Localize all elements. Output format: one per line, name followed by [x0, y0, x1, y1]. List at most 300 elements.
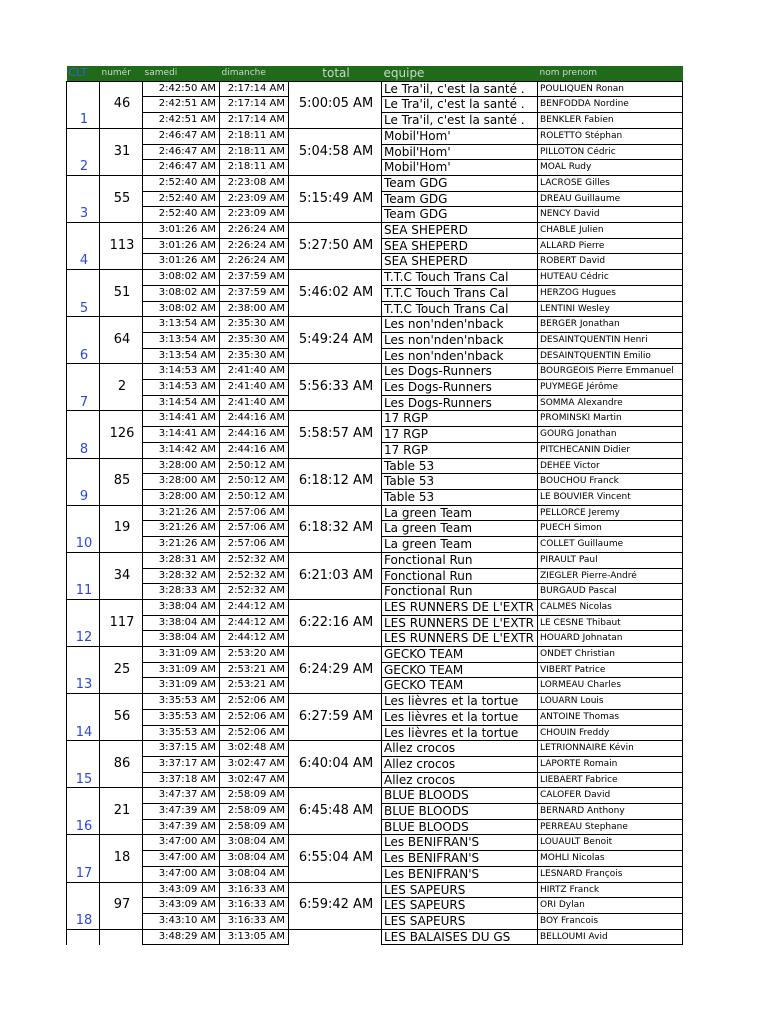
- runner-name-cell: BOURGEOIS Pierre Emmanuel: [538, 364, 683, 380]
- team-name-cell: Fonctional Run: [382, 568, 538, 584]
- total-time-cell: 5:27:50 AM: [289, 223, 382, 270]
- team-name-cell: T.T.C Touch Trans Cal: [382, 285, 538, 301]
- dimanche-time-cell: 2:44:16 AM: [220, 442, 289, 458]
- dimanche-time-cell: 3:16:33 AM: [220, 898, 289, 914]
- samedi-time-cell: 3:21:26 AM: [143, 505, 220, 521]
- team-name-cell: Table 53: [382, 489, 538, 505]
- runner-name-cell: LE CESNE Thibaut: [538, 615, 683, 631]
- team-name-cell: Les BENIFRAN'S: [382, 866, 538, 882]
- runner-name-cell: BENKLER Fabien: [538, 113, 683, 129]
- dimanche-time-cell: 2:52:32 AM: [220, 552, 289, 568]
- runner-name-cell: LETRIONNAIRE Kévin: [538, 741, 683, 757]
- runner-name-cell: LORMEAU Charles: [538, 678, 683, 694]
- table-row: [67, 599, 683, 615]
- runner-name-cell: COLLET Guillaume: [538, 537, 683, 553]
- rank-cell: 14: [67, 694, 100, 741]
- runner-name-cell: SOMMA Alexandre: [538, 395, 683, 411]
- team-name-cell: Mobil'Hom': [382, 144, 538, 160]
- runner-name-cell: CHOUIN Freddy: [538, 725, 683, 741]
- runner-name-cell: DREAU Guillaume: [538, 191, 683, 207]
- table-row: [67, 552, 683, 568]
- bib-number-cell: 31: [100, 128, 143, 175]
- dimanche-time-cell: 2:50:12 AM: [220, 458, 289, 474]
- runner-name-cell: LE BOUVIER Vincent: [538, 489, 683, 505]
- team-name-cell: GECKO TEAM: [382, 662, 538, 678]
- bib-number-cell: 25: [100, 647, 143, 694]
- table-row: [67, 270, 683, 286]
- team-name-cell: 17 RGP: [382, 442, 538, 458]
- runner-name-cell: ROLETTO Stéphan: [538, 128, 683, 144]
- dimanche-time-cell: 2:37:59 AM: [220, 285, 289, 301]
- dimanche-time-cell: 2:50:12 AM: [220, 474, 289, 490]
- samedi-time-cell: 2:46:47 AM: [143, 160, 220, 176]
- total-time-cell: 6:55:04 AM: [289, 835, 382, 882]
- team-name-cell: Le Tra'il, c'est la santé .: [382, 97, 538, 113]
- samedi-time-cell: 3:35:53 AM: [143, 725, 220, 741]
- runner-name-cell: LOUARN Louis: [538, 694, 683, 710]
- team-name-cell: BLUE BLOODS: [382, 788, 538, 804]
- total-time-cell: 5:56:33 AM: [289, 364, 382, 411]
- team-name-cell: SEA SHEPERD: [382, 238, 538, 254]
- dimanche-time-cell: 2:23:09 AM: [220, 191, 289, 207]
- samedi-time-cell: 3:13:54 AM: [143, 317, 220, 333]
- samedi-time-cell: 3:01:26 AM: [143, 238, 220, 254]
- runner-name-cell: PELLORCE Jeremy: [538, 505, 683, 521]
- bib-number-cell: 19: [100, 505, 143, 552]
- runner-name-cell: DESAINTQUENTIN Henri: [538, 332, 683, 348]
- runner-name-cell: LENTINI Wesley: [538, 301, 683, 317]
- total-time-cell: [289, 929, 382, 945]
- samedi-time-cell: 3:28:32 AM: [143, 568, 220, 584]
- team-name-cell: LES SAPEURS: [382, 882, 538, 898]
- runner-name-cell: HUTEAU Cédric: [538, 270, 683, 286]
- samedi-time-cell: 2:46:47 AM: [143, 128, 220, 144]
- dimanche-time-cell: 2:23:08 AM: [220, 175, 289, 191]
- team-name-cell: Fonctional Run: [382, 552, 538, 568]
- table-row: [67, 505, 683, 521]
- dimanche-time-cell: 2:52:06 AM: [220, 709, 289, 725]
- team-name-cell: BLUE BLOODS: [382, 804, 538, 820]
- runner-name-cell: PERREAU Stephane: [538, 819, 683, 835]
- dimanche-time-cell: 2:50:12 AM: [220, 489, 289, 505]
- header-samedi: samedi: [143, 66, 220, 81]
- runner-name-cell: CALOFER David: [538, 788, 683, 804]
- table-row: [67, 929, 683, 945]
- runner-name-cell: BOY Francois: [538, 913, 683, 929]
- dimanche-time-cell: 2:18:11 AM: [220, 160, 289, 176]
- team-name-cell: LES RUNNERS DE L'EXTR: [382, 599, 538, 615]
- samedi-time-cell: 2:42:50 AM: [143, 81, 220, 97]
- bib-number-cell: [100, 929, 143, 945]
- runner-name-cell: NENCY David: [538, 207, 683, 223]
- bib-number-cell: 46: [100, 81, 143, 128]
- bib-number-cell: 18: [100, 835, 143, 882]
- samedi-time-cell: 3:37:17 AM: [143, 756, 220, 772]
- samedi-time-cell: 3:08:02 AM: [143, 270, 220, 286]
- dimanche-time-cell: 2:17:14 AM: [220, 97, 289, 113]
- total-time-cell: 6:45:48 AM: [289, 788, 382, 835]
- samedi-time-cell: 3:37:18 AM: [143, 772, 220, 788]
- runner-name-cell: PUECH Simon: [538, 521, 683, 537]
- team-name-cell: LES RUNNERS DE L'EXTR: [382, 631, 538, 647]
- team-name-cell: Les BENIFRAN'S: [382, 851, 538, 867]
- runner-name-cell: MOAL Rudy: [538, 160, 683, 176]
- runner-name-cell: HERZOG Hugues: [538, 285, 683, 301]
- samedi-time-cell: 3:28:00 AM: [143, 474, 220, 490]
- team-name-cell: Table 53: [382, 474, 538, 490]
- samedi-time-cell: 3:13:54 AM: [143, 332, 220, 348]
- dimanche-time-cell: 2:17:14 AM: [220, 113, 289, 129]
- team-name-cell: T.T.C Touch Trans Cal: [382, 270, 538, 286]
- rank-cell: [67, 929, 100, 945]
- dimanche-time-cell: 2:53:21 AM: [220, 678, 289, 694]
- runner-name-cell: ONDET Christian: [538, 647, 683, 663]
- header-dimanche: dimanche: [220, 66, 289, 81]
- rank-cell: 4: [67, 223, 100, 270]
- runner-name-cell: ALLARD Pierre: [538, 238, 683, 254]
- rank-cell: 10: [67, 505, 100, 552]
- samedi-time-cell: 3:47:00 AM: [143, 851, 220, 867]
- team-name-cell: Le Tra'il, c'est la santé .: [382, 113, 538, 129]
- runner-name-cell: LACROSE Gilles: [538, 175, 683, 191]
- runner-name-cell: ORI Dylan: [538, 898, 683, 914]
- total-time-cell: 6:59:42 AM: [289, 882, 382, 929]
- rank-cell: 12: [67, 599, 100, 646]
- team-name-cell: Allez crocos: [382, 772, 538, 788]
- bib-number-cell: 51: [100, 270, 143, 317]
- team-name-cell: Les Dogs-Runners: [382, 395, 538, 411]
- dimanche-time-cell: 2:57:06 AM: [220, 537, 289, 553]
- dimanche-time-cell: 3:16:33 AM: [220, 882, 289, 898]
- runner-name-cell: HOUARD Johnatan: [538, 631, 683, 647]
- runner-name-cell: HIRTZ Franck: [538, 882, 683, 898]
- rank-cell: 13: [67, 647, 100, 694]
- team-name-cell: Les Dogs-Runners: [382, 364, 538, 380]
- runner-name-cell: GOURG Jonathan: [538, 427, 683, 443]
- samedi-time-cell: 3:47:39 AM: [143, 819, 220, 835]
- dimanche-time-cell: 2:58:09 AM: [220, 788, 289, 804]
- rank-cell: 15: [67, 741, 100, 788]
- bib-number-cell: 85: [100, 458, 143, 505]
- bib-number-cell: 55: [100, 175, 143, 222]
- runner-name-cell: DESAINTQUENTIN Emilio: [538, 348, 683, 364]
- rank-cell: 8: [67, 411, 100, 458]
- samedi-time-cell: 3:14:53 AM: [143, 364, 220, 380]
- dimanche-time-cell: 3:16:33 AM: [220, 913, 289, 929]
- bib-number-cell: 21: [100, 788, 143, 835]
- samedi-time-cell: 3:48:29 AM: [143, 929, 220, 945]
- table-row: [67, 835, 683, 851]
- rank-cell: 1: [67, 81, 100, 128]
- dimanche-time-cell: 2:53:20 AM: [220, 647, 289, 663]
- runner-name-cell: BOUCHOU Franck: [538, 474, 683, 490]
- total-time-cell: 5:46:02 AM: [289, 270, 382, 317]
- samedi-time-cell: 3:35:53 AM: [143, 694, 220, 710]
- runner-name-cell: PILLOTON Cédric: [538, 144, 683, 160]
- samedi-time-cell: 3:14:54 AM: [143, 395, 220, 411]
- dimanche-time-cell: 3:13:05 AM: [220, 929, 289, 945]
- dimanche-time-cell: 3:02:47 AM: [220, 772, 289, 788]
- table-row: [67, 411, 683, 427]
- rank-cell: 3: [67, 175, 100, 222]
- table-row: [67, 81, 683, 97]
- runner-name-cell: DEHEE Victor: [538, 458, 683, 474]
- bib-number-cell: 86: [100, 741, 143, 788]
- team-name-cell: LES SAPEURS: [382, 913, 538, 929]
- bib-number-cell: 117: [100, 599, 143, 646]
- runner-name-cell: VIBERT Patrice: [538, 662, 683, 678]
- runner-name-cell: BERGER Jonathan: [538, 317, 683, 333]
- samedi-time-cell: 3:35:53 AM: [143, 709, 220, 725]
- table-row: [67, 694, 683, 710]
- samedi-time-cell: 3:13:54 AM: [143, 348, 220, 364]
- runner-name-cell: LAPORTE Romain: [538, 756, 683, 772]
- dimanche-time-cell: 2:44:12 AM: [220, 599, 289, 615]
- results-body: [67, 66, 683, 945]
- table-row: [67, 741, 683, 757]
- dimanche-time-cell: 2:52:06 AM: [220, 694, 289, 710]
- header-clt: CLT: [67, 66, 100, 81]
- total-time-cell: 5:00:05 AM: [289, 81, 382, 128]
- dimanche-time-cell: 2:52:06 AM: [220, 725, 289, 741]
- dimanche-time-cell: 2:18:11 AM: [220, 128, 289, 144]
- samedi-time-cell: 3:37:15 AM: [143, 741, 220, 757]
- total-time-cell: 6:18:32 AM: [289, 505, 382, 552]
- runner-name-cell: PROMINSKI Martin: [538, 411, 683, 427]
- samedi-time-cell: 3:01:26 AM: [143, 223, 220, 239]
- team-name-cell: Mobil'Hom': [382, 160, 538, 176]
- table-row: [67, 317, 683, 333]
- samedi-time-cell: 3:31:09 AM: [143, 647, 220, 663]
- samedi-time-cell: 3:38:04 AM: [143, 631, 220, 647]
- samedi-time-cell: 3:28:00 AM: [143, 489, 220, 505]
- team-name-cell: SEA SHEPERD: [382, 254, 538, 270]
- dimanche-time-cell: 2:35:30 AM: [220, 348, 289, 364]
- samedi-time-cell: 3:28:33 AM: [143, 584, 220, 600]
- table-row: [67, 364, 683, 380]
- runner-name-cell: BELLOUMI Avid: [538, 929, 683, 945]
- samedi-time-cell: 3:38:04 AM: [143, 615, 220, 631]
- team-name-cell: Les non'nden'nback: [382, 348, 538, 364]
- team-name-cell: LES RUNNERS DE L'EXTR: [382, 615, 538, 631]
- dimanche-time-cell: 2:58:09 AM: [220, 819, 289, 835]
- runner-name-cell: LOUAULT Benoit: [538, 835, 683, 851]
- rank-cell: 11: [67, 552, 100, 599]
- rank-cell: 6: [67, 317, 100, 364]
- total-time-cell: 6:22:16 AM: [289, 599, 382, 646]
- header-nom-prenom: nom prenom: [538, 66, 683, 81]
- samedi-time-cell: 3:47:00 AM: [143, 835, 220, 851]
- samedi-time-cell: 2:46:47 AM: [143, 144, 220, 160]
- team-name-cell: Allez crocos: [382, 756, 538, 772]
- samedi-time-cell: 3:31:09 AM: [143, 678, 220, 694]
- dimanche-time-cell: 2:26:24 AM: [220, 238, 289, 254]
- team-name-cell: La green Team: [382, 505, 538, 521]
- total-time-cell: 5:04:58 AM: [289, 128, 382, 175]
- total-time-cell: 6:27:59 AM: [289, 694, 382, 741]
- runner-name-cell: ROBERT David: [538, 254, 683, 270]
- dimanche-time-cell: 3:02:48 AM: [220, 741, 289, 757]
- team-name-cell: Fonctional Run: [382, 584, 538, 600]
- runner-name-cell: BURGAUD Pascal: [538, 584, 683, 600]
- samedi-time-cell: 2:52:40 AM: [143, 191, 220, 207]
- runner-name-cell: CALMES Nicolas: [538, 599, 683, 615]
- runner-name-cell: ZIEGLER Pierre-André: [538, 568, 683, 584]
- samedi-time-cell: 3:21:26 AM: [143, 537, 220, 553]
- samedi-time-cell: 3:38:04 AM: [143, 599, 220, 615]
- team-name-cell: La green Team: [382, 521, 538, 537]
- table-row: [67, 647, 683, 663]
- dimanche-time-cell: 2:18:11 AM: [220, 144, 289, 160]
- dimanche-time-cell: 2:37:59 AM: [220, 270, 289, 286]
- samedi-time-cell: 3:28:31 AM: [143, 552, 220, 568]
- samedi-time-cell: 3:14:41 AM: [143, 411, 220, 427]
- samedi-time-cell: 3:47:00 AM: [143, 866, 220, 882]
- dimanche-time-cell: 2:57:06 AM: [220, 505, 289, 521]
- team-name-cell: Team GDG: [382, 191, 538, 207]
- dimanche-time-cell: 2:41:40 AM: [220, 380, 289, 396]
- rank-cell: 2: [67, 128, 100, 175]
- team-name-cell: Le Tra'il, c'est la santé .: [382, 81, 538, 97]
- dimanche-time-cell: 2:58:09 AM: [220, 804, 289, 820]
- samedi-time-cell: 2:52:40 AM: [143, 207, 220, 223]
- samedi-time-cell: 2:42:51 AM: [143, 113, 220, 129]
- header-equipe: equipe: [382, 66, 538, 81]
- samedi-time-cell: 3:47:39 AM: [143, 804, 220, 820]
- dimanche-time-cell: 2:35:30 AM: [220, 332, 289, 348]
- dimanche-time-cell: 3:08:04 AM: [220, 851, 289, 867]
- dimanche-time-cell: 2:52:32 AM: [220, 584, 289, 600]
- total-time-cell: 5:49:24 AM: [289, 317, 382, 364]
- samedi-time-cell: 3:08:02 AM: [143, 301, 220, 317]
- team-name-cell: Les lièvres et la tortue: [382, 694, 538, 710]
- rank-cell: 7: [67, 364, 100, 411]
- total-time-cell: 6:18:12 AM: [289, 458, 382, 505]
- samedi-time-cell: 3:14:41 AM: [143, 427, 220, 443]
- rank-cell: 16: [67, 788, 100, 835]
- runner-name-cell: POULIQUEN Ronan: [538, 81, 683, 97]
- table-row: [67, 882, 683, 898]
- runner-name-cell: PUYMEGE Jérôme: [538, 380, 683, 396]
- runner-name-cell: MOHLI Nicolas: [538, 851, 683, 867]
- team-name-cell: Les BENIFRAN'S: [382, 835, 538, 851]
- dimanche-time-cell: 2:35:30 AM: [220, 317, 289, 333]
- total-time-cell: 6:24:29 AM: [289, 647, 382, 694]
- rank-cell: 18: [67, 882, 100, 929]
- rank-cell: 17: [67, 835, 100, 882]
- samedi-time-cell: 2:52:40 AM: [143, 175, 220, 191]
- table-row: [67, 223, 683, 239]
- dimanche-time-cell: 3:08:04 AM: [220, 866, 289, 882]
- team-name-cell: Team GDG: [382, 175, 538, 191]
- team-name-cell: Allez crocos: [382, 741, 538, 757]
- team-name-cell: GECKO TEAM: [382, 647, 538, 663]
- dimanche-time-cell: 2:41:40 AM: [220, 395, 289, 411]
- team-name-cell: Table 53: [382, 458, 538, 474]
- team-name-cell: Les Dogs-Runners: [382, 380, 538, 396]
- total-time-cell: 6:40:04 AM: [289, 741, 382, 788]
- runner-name-cell: LIEBAERT Fabrice: [538, 772, 683, 788]
- dimanche-time-cell: 3:02:47 AM: [220, 756, 289, 772]
- runner-name-cell: CHABLE Julien: [538, 223, 683, 239]
- team-name-cell: SEA SHEPERD: [382, 223, 538, 239]
- team-name-cell: Les non'nden'nback: [382, 332, 538, 348]
- dimanche-time-cell: 2:53:21 AM: [220, 662, 289, 678]
- header-row: [67, 66, 683, 81]
- samedi-time-cell: 3:14:42 AM: [143, 442, 220, 458]
- samedi-time-cell: 3:47:37 AM: [143, 788, 220, 804]
- team-name-cell: Team GDG: [382, 207, 538, 223]
- samedi-time-cell: 3:08:02 AM: [143, 285, 220, 301]
- team-name-cell: BLUE BLOODS: [382, 819, 538, 835]
- dimanche-time-cell: 2:17:14 AM: [220, 81, 289, 97]
- bib-number-cell: 56: [100, 694, 143, 741]
- team-name-cell: LES SAPEURS: [382, 898, 538, 914]
- dimanche-time-cell: 2:57:06 AM: [220, 521, 289, 537]
- samedi-time-cell: 3:43:10 AM: [143, 913, 220, 929]
- team-name-cell: GECKO TEAM: [382, 678, 538, 694]
- table-row: [67, 458, 683, 474]
- team-name-cell: 17 RGP: [382, 411, 538, 427]
- team-name-cell: LES BALAISES DU GS: [382, 929, 538, 945]
- rank-cell: 5: [67, 270, 100, 317]
- team-name-cell: T.T.C Touch Trans Cal: [382, 301, 538, 317]
- header-total: total: [289, 66, 382, 81]
- runner-name-cell: LESNARD François: [538, 866, 683, 882]
- table-row: [67, 788, 683, 804]
- bib-number-cell: 126: [100, 411, 143, 458]
- runner-name-cell: PITCHECANIN Didier: [538, 442, 683, 458]
- total-time-cell: 5:58:57 AM: [289, 411, 382, 458]
- total-time-cell: 5:15:49 AM: [289, 175, 382, 222]
- team-name-cell: Les lièvres et la tortue: [382, 725, 538, 741]
- bib-number-cell: 97: [100, 882, 143, 929]
- dimanche-time-cell: 2:44:12 AM: [220, 615, 289, 631]
- bib-number-cell: 64: [100, 317, 143, 364]
- bib-number-cell: 34: [100, 552, 143, 599]
- team-name-cell: Les non'nden'nback: [382, 317, 538, 333]
- dimanche-time-cell: 2:44:16 AM: [220, 427, 289, 443]
- bib-number-cell: 2: [100, 364, 143, 411]
- header-numero: numér: [100, 66, 143, 81]
- samedi-time-cell: 3:14:53 AM: [143, 380, 220, 396]
- results-table: [66, 66, 683, 945]
- table-row: [67, 128, 683, 144]
- bib-number-cell: 113: [100, 223, 143, 270]
- dimanche-time-cell: 2:23:09 AM: [220, 207, 289, 223]
- dimanche-time-cell: 2:41:40 AM: [220, 364, 289, 380]
- samedi-time-cell: 3:43:09 AM: [143, 882, 220, 898]
- dimanche-time-cell: 2:38:00 AM: [220, 301, 289, 317]
- samedi-time-cell: 3:43:09 AM: [143, 898, 220, 914]
- samedi-time-cell: 3:21:26 AM: [143, 521, 220, 537]
- team-name-cell: Mobil'Hom': [382, 128, 538, 144]
- rank-cell: 9: [67, 458, 100, 505]
- runner-name-cell: PIRAULT Paul: [538, 552, 683, 568]
- dimanche-time-cell: 2:44:12 AM: [220, 631, 289, 647]
- samedi-time-cell: 2:42:51 AM: [143, 97, 220, 113]
- dimanche-time-cell: 3:08:04 AM: [220, 835, 289, 851]
- samedi-time-cell: 3:01:26 AM: [143, 254, 220, 270]
- samedi-time-cell: 3:28:00 AM: [143, 458, 220, 474]
- team-name-cell: 17 RGP: [382, 427, 538, 443]
- team-name-cell: Les lièvres et la tortue: [382, 709, 538, 725]
- runner-name-cell: BENFODDA Nordine: [538, 97, 683, 113]
- dimanche-time-cell: 2:26:24 AM: [220, 223, 289, 239]
- table-row: [67, 175, 683, 191]
- total-time-cell: 6:21:03 AM: [289, 552, 382, 599]
- samedi-time-cell: 3:31:09 AM: [143, 662, 220, 678]
